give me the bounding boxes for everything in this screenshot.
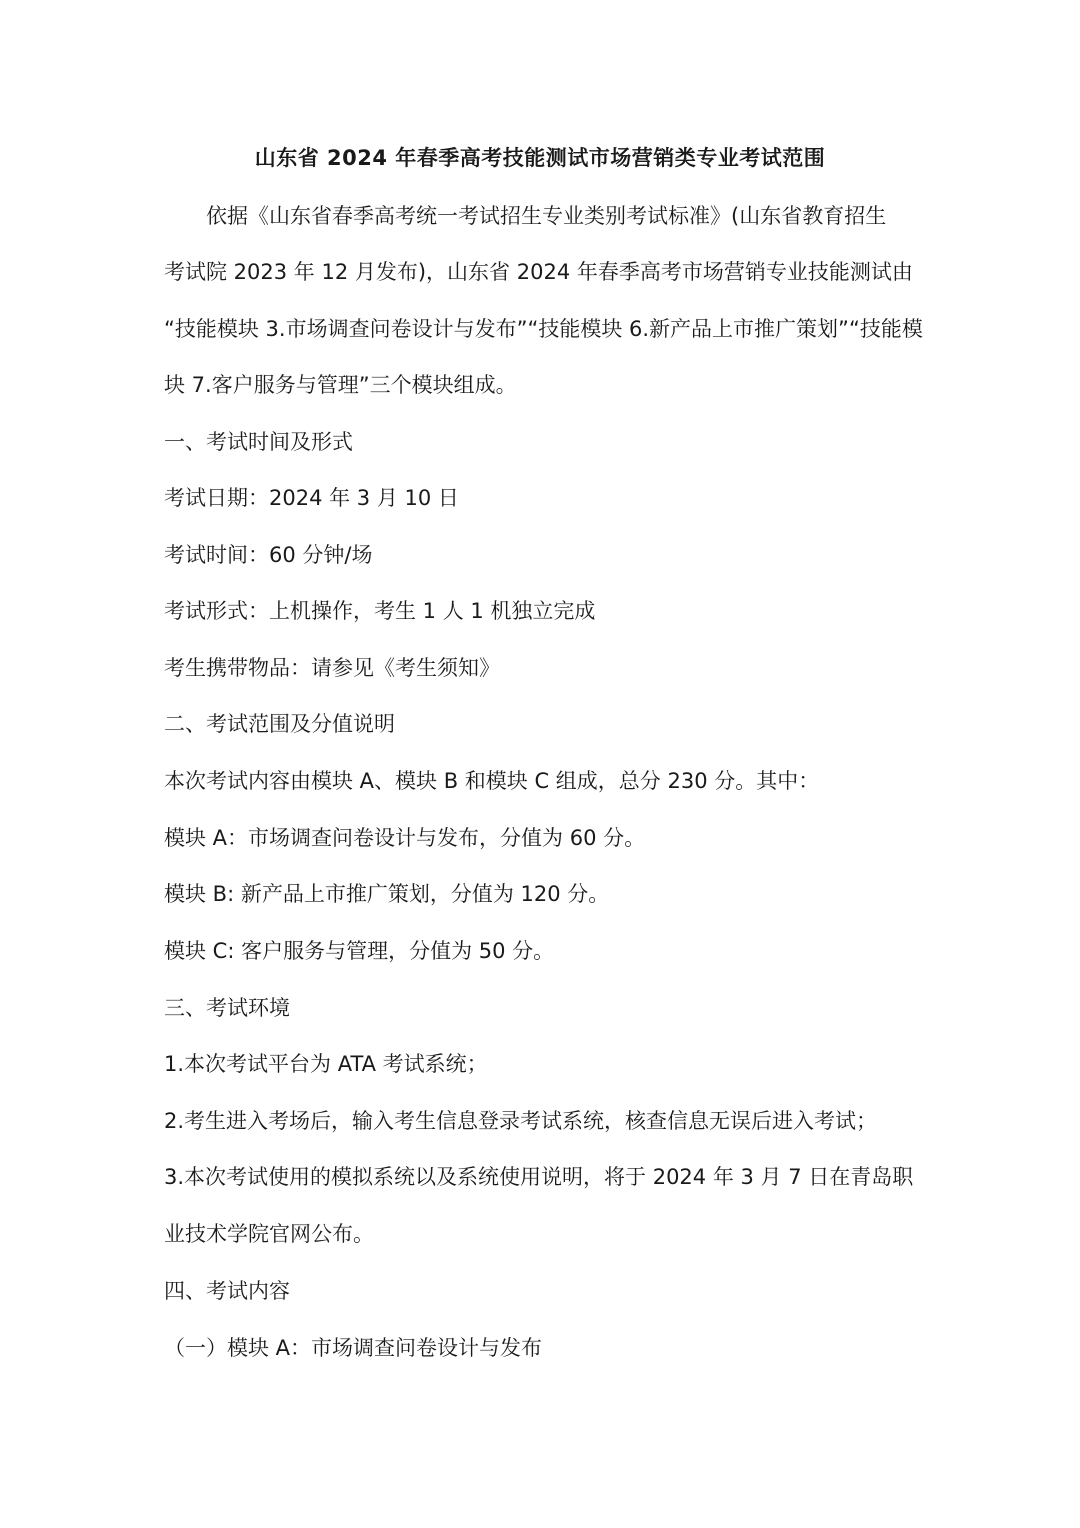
section-2-heading: 二、考试范围及分值说明 [164, 712, 395, 736]
module-a-subheading: （一）模块 A：市场调查问卷设计与发布 [164, 1336, 543, 1360]
environment-item-3-cont: 业技术学院官网公布。 [164, 1222, 374, 1246]
section-1-heading: 一、考试时间及形式 [164, 430, 353, 454]
environment-item-3: 3.本次考试使用的模拟系统以及系统使用说明，将于 2024 年 3 月 7 日在青岛职 [164, 1165, 914, 1189]
exam-items: 考生携带物品：请参见《考生须知》 [164, 656, 500, 680]
environment-item-1: 1.本次考试平台为 ATA 考试系统； [164, 1052, 488, 1076]
exam-form: 考试形式：上机操作，考生 1 人 1 机独立完成 [164, 599, 596, 623]
exam-time: 考试时间：60 分钟/场 [164, 543, 373, 567]
environment-item-2: 2.考生进入考场后，输入考生信息登录考试系统，核查信息无误后进入考试； [164, 1109, 878, 1133]
intro-line-4: 块 7.客户服务与管理”三个模块组成。 [164, 373, 517, 397]
section-4-heading: 四、考试内容 [164, 1279, 290, 1303]
document-title: 山东省 2024 年春季高考技能测试市场营销类专业考试范围 [254, 146, 826, 170]
section-3-heading: 三、考试环境 [164, 996, 290, 1020]
intro-line-1: 依据《山东省春季高考统一考试招生专业类别考试标准》(山东省教育招生 [206, 204, 887, 228]
intro-line-2: 考试院 2023 年 12 月发布)，山东省 2024 年春季高考市场营销专业技能测试由 [164, 260, 913, 284]
module-b-line: 模块 B: 新产品上市推广策划，分值为 120 分。 [164, 882, 610, 906]
intro-line-3: “技能模块 3.市场调查问卷设计与发布”“技能模块 6.新产品上市推广策划”“技能模 [164, 317, 923, 341]
scope-summary: 本次考试内容由模块 A、模块 B 和模块 C 组成，总分 230 分。其中： [164, 769, 820, 793]
module-a-line: 模块 A：市场调查问卷设计与发布，分值为 60 分。 [164, 826, 646, 850]
module-c-line: 模块 C: 客户服务与管理，分值为 50 分。 [164, 939, 555, 963]
exam-date: 考试日期：2024 年 3 月 10 日 [164, 486, 459, 510]
